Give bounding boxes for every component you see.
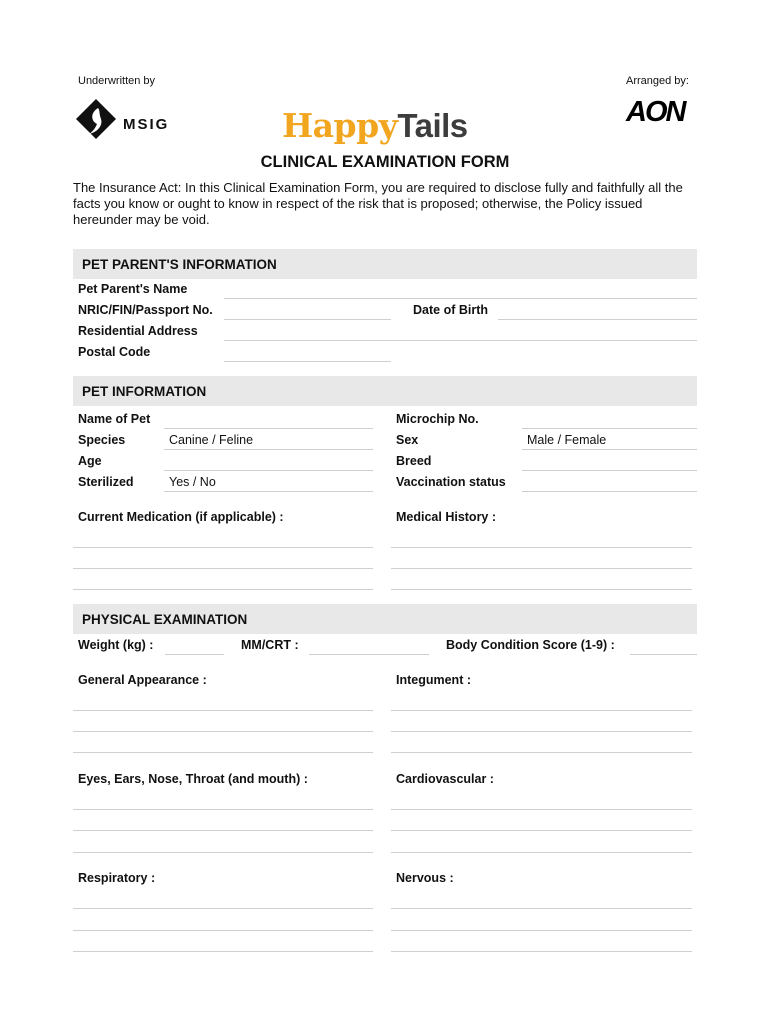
underwritten-by-label: Underwritten by — [78, 75, 156, 87]
intro-text: The Insurance Act: In this Clinical Examination Form, you are required to disclose fully and faithfully all the facts you know or ought to know in respect of the risk that is proposed; otherwise, the Policy issued hereunder may be void. — [73, 180, 683, 227]
address-label: Residential Address — [78, 324, 198, 338]
vaccination-label: Vaccination status — [396, 475, 506, 489]
history-line-1[interactable] — [391, 547, 692, 548]
weight-label: Weight (kg) : — [78, 638, 154, 652]
section-physical-exam — [73, 604, 697, 634]
mmcrt-field[interactable] — [309, 654, 429, 655]
section-pet-parent — [73, 249, 697, 279]
general-appearance-line-3[interactable] — [73, 752, 373, 753]
general-appearance-line-2[interactable] — [73, 731, 373, 732]
respiratory-label: Respiratory : — [78, 871, 156, 885]
microchip-label: Microchip No. — [396, 412, 479, 426]
microchip-field[interactable] — [522, 428, 697, 429]
section-pet-info — [73, 376, 697, 406]
breed-label: Breed — [396, 454, 432, 468]
breed-field[interactable] — [522, 470, 697, 471]
respiratory-line-2[interactable] — [73, 930, 373, 931]
happytails-logo-part1: Happy — [282, 106, 398, 145]
history-line-3[interactable] — [391, 589, 692, 590]
cardiovascular-line-1[interactable] — [391, 809, 692, 810]
section-pet-info-heading: PET INFORMATION — [82, 384, 207, 399]
integument-line-1[interactable] — [391, 710, 692, 711]
aon-logo: AON — [626, 96, 685, 128]
sterilized-field[interactable] — [164, 491, 373, 492]
respiratory-line-1[interactable] — [73, 908, 373, 909]
nric-field[interactable] — [224, 319, 391, 320]
eent-line-3[interactable] — [73, 852, 373, 853]
postal-code-label: Postal Code — [78, 345, 151, 359]
species-label: Species — [78, 433, 126, 447]
history-label: Medical History : — [396, 510, 497, 524]
address-field[interactable] — [224, 340, 697, 341]
happytails-logo-part2: Tails — [397, 107, 468, 144]
dob-field[interactable] — [498, 319, 697, 320]
pet-name-label: Name of Pet — [78, 412, 151, 426]
mmcrt-label: MM/CRT : — [241, 638, 299, 652]
species-options[interactable]: Canine / Feline — [169, 433, 254, 447]
nervous-label: Nervous : — [396, 871, 454, 885]
medication-line-2[interactable] — [73, 568, 373, 569]
msig-wordmark: MSIG — [123, 116, 170, 133]
eent-line-1[interactable] — [73, 809, 373, 810]
history-line-2[interactable] — [391, 568, 692, 569]
vaccination-field[interactable] — [522, 491, 697, 492]
age-field[interactable] — [164, 470, 373, 471]
medication-label: Current Medication (if applicable) : — [78, 510, 284, 524]
msig-logo-icon — [74, 97, 118, 141]
general-appearance-label: General Appearance : — [78, 673, 207, 687]
cardiovascular-line-3[interactable] — [391, 852, 692, 853]
parent-name-label: Pet Parent's Name — [78, 282, 188, 296]
page-title: CLINICAL EXAMINATION FORM — [260, 153, 510, 171]
age-label: Age — [78, 454, 102, 468]
respiratory-line-3[interactable] — [73, 951, 373, 952]
sex-label: Sex — [396, 433, 419, 447]
arranged-by-label: Arranged by: — [626, 75, 689, 87]
integument-line-3[interactable] — [391, 752, 692, 753]
section-physical-exam-heading: PHYSICAL EXAMINATION — [82, 612, 248, 627]
happytails-logo — [282, 106, 468, 145]
species-field[interactable] — [164, 449, 373, 450]
bcs-field[interactable] — [630, 654, 697, 655]
pet-name-field[interactable] — [164, 428, 373, 429]
nervous-line-2[interactable] — [391, 930, 692, 931]
sterilized-label: Sterilized — [78, 475, 134, 489]
dob-label: Date of Birth — [413, 303, 488, 317]
cardiovascular-label: Cardiovascular : — [396, 772, 494, 786]
nervous-line-1[interactable] — [391, 908, 692, 909]
sex-options[interactable]: Male / Female — [527, 433, 607, 447]
weight-field[interactable] — [165, 654, 224, 655]
integument-line-2[interactable] — [391, 731, 692, 732]
parent-name-field[interactable] — [224, 298, 697, 299]
nervous-line-3[interactable] — [391, 951, 692, 952]
integument-label: Integument : — [396, 673, 471, 687]
bcs-label: Body Condition Score (1-9) : — [446, 638, 615, 652]
cardiovascular-line-2[interactable] — [391, 830, 692, 831]
eent-label: Eyes, Ears, Nose, Throat (and mouth) : — [78, 772, 308, 786]
eent-line-2[interactable] — [73, 830, 373, 831]
sterilized-options[interactable]: Yes / No — [169, 475, 216, 489]
medication-line-1[interactable] — [73, 547, 373, 548]
postal-code-field[interactable] — [224, 361, 391, 362]
sex-field[interactable] — [522, 449, 697, 450]
medication-line-3[interactable] — [73, 589, 373, 590]
nric-label: NRIC/FIN/Passport No. — [78, 303, 213, 317]
section-pet-parent-heading: PET PARENT'S INFORMATION — [82, 257, 277, 272]
general-appearance-line-1[interactable] — [73, 710, 373, 711]
